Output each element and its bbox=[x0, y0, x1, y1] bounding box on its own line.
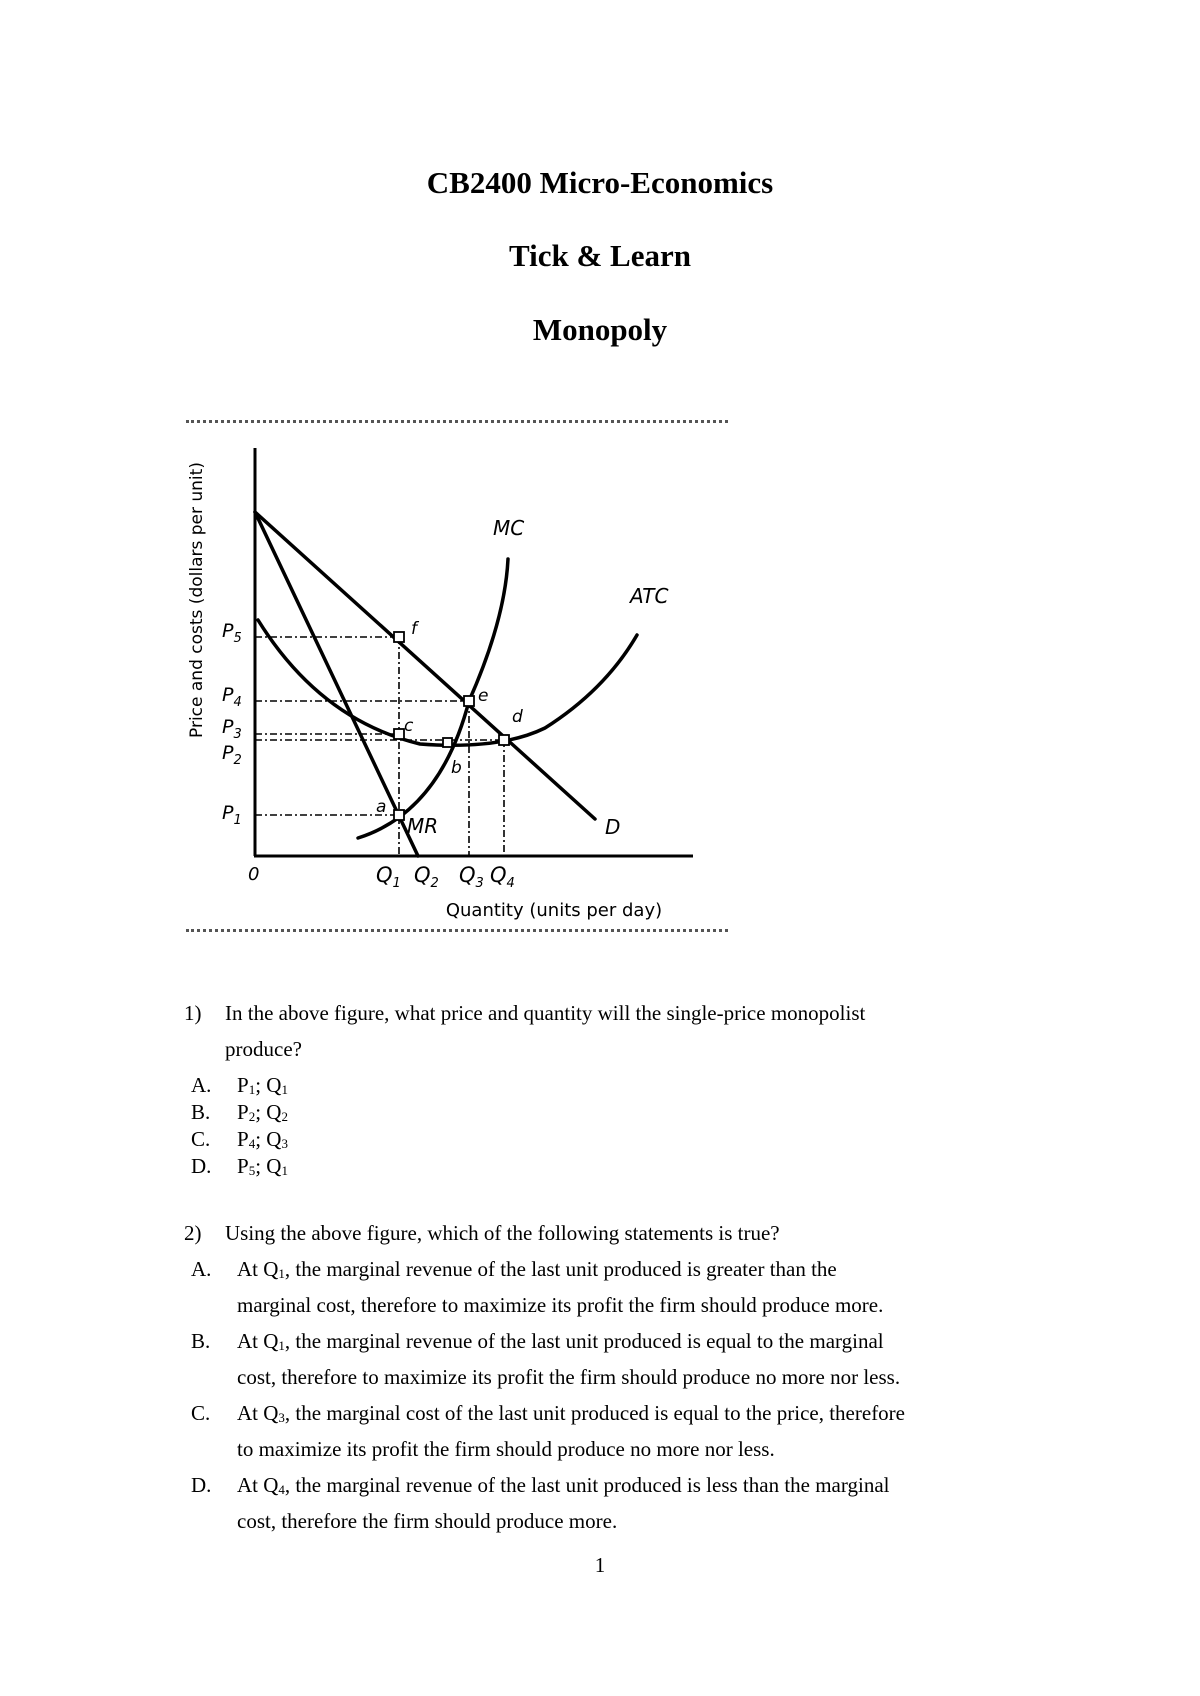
quantity-label-q3: $Q_3$ bbox=[459, 863, 484, 891]
option-text: marginal cost, therefore to maximize its profit the firm should produce more. bbox=[237, 1293, 884, 1317]
demand-curve bbox=[255, 512, 595, 819]
atc-label: ATC bbox=[630, 584, 669, 608]
option-letter: B. bbox=[191, 1100, 211, 1124]
point-a bbox=[394, 810, 404, 820]
top-divider bbox=[186, 420, 728, 423]
option-text: to maximize its profit the firm should produce no more nor less. bbox=[237, 1437, 775, 1461]
course-title: CB2400 Micro-Economics bbox=[426, 165, 774, 200]
quantity-label-q4: $Q_4$ bbox=[490, 863, 515, 891]
question-number: 1) bbox=[184, 1001, 202, 1025]
question-text: In the above figure, what price and quantity will the single-price monopolist bbox=[225, 1001, 866, 1025]
option-letter: D. bbox=[191, 1473, 212, 1497]
price-label-p1: $P_1$ bbox=[222, 802, 242, 828]
price-label-p5: $P_5$ bbox=[222, 620, 242, 646]
x-axis-label: Quantity (units per day) bbox=[445, 900, 663, 921]
origin-label: 0 bbox=[248, 864, 260, 885]
atc-curve bbox=[258, 620, 637, 745]
y-axis-label: Price and costs (dollars per unit) bbox=[187, 462, 207, 738]
price-label-p2: $P_2$ bbox=[222, 742, 242, 768]
point-label-b: b bbox=[451, 758, 462, 778]
point-c bbox=[394, 729, 404, 739]
point-label-f: f bbox=[411, 619, 417, 639]
option-text: At $Q_3$, the marginal cost of the last unit produced is equal to the price, therefore bbox=[237, 1401, 905, 1425]
option-text: $P_1$; $Q_1$ bbox=[237, 1073, 288, 1097]
mc-curve bbox=[358, 559, 508, 838]
chart-points bbox=[394, 632, 509, 820]
option-text: cost, therefore the firm should produce more. bbox=[237, 1509, 618, 1533]
point-label-a: a bbox=[376, 797, 387, 817]
mc-label: MC bbox=[493, 516, 525, 540]
bottom-divider bbox=[186, 929, 728, 932]
option-letter: D. bbox=[191, 1154, 212, 1178]
series-title: Tick & Learn bbox=[509, 238, 691, 273]
point-label-c: c bbox=[404, 716, 414, 736]
option-text: $P_5$; $Q_1$ bbox=[237, 1154, 288, 1178]
quantity-label-q2: $Q_2$ bbox=[414, 863, 439, 891]
quantity-label-q1: $Q_1$ bbox=[376, 863, 401, 891]
d-label: D bbox=[605, 815, 621, 839]
option-letter: A. bbox=[191, 1257, 212, 1281]
option-text: At $Q_1$, the marginal revenue of the last unit produced is greater than the bbox=[237, 1257, 837, 1281]
option-text: cost, therefore to maximize its profit the firm should produce no more nor less. bbox=[237, 1365, 901, 1389]
option-text: At $Q_4$, the marginal revenue of the last unit produced is less than the marginal bbox=[237, 1473, 890, 1497]
option-letter: B. bbox=[191, 1329, 211, 1353]
option-text: $P_2$; $Q_2$ bbox=[237, 1100, 288, 1124]
point-d bbox=[499, 735, 509, 745]
point-f bbox=[394, 632, 404, 642]
question-text: Using the above figure, which of the following statements is true? bbox=[225, 1221, 780, 1245]
option-letter: A. bbox=[191, 1073, 212, 1097]
option-letter: C. bbox=[191, 1401, 211, 1425]
point-b bbox=[443, 738, 452, 747]
topic-title: Monopoly bbox=[532, 312, 668, 347]
question-text: produce? bbox=[225, 1037, 302, 1061]
point-e bbox=[464, 696, 474, 706]
option-letter: C. bbox=[191, 1127, 211, 1151]
option-text: At $Q_1$, the marginal revenue of the last unit produced is equal to the marginal bbox=[237, 1329, 884, 1353]
marginal-revenue-curve bbox=[255, 512, 418, 856]
guide-lines bbox=[255, 637, 504, 856]
mr-label: MR bbox=[407, 814, 439, 838]
option-text: $P_4$; $Q_3$ bbox=[237, 1127, 288, 1151]
price-label-p4: $P_4$ bbox=[222, 684, 242, 710]
price-label-p3: $P_3$ bbox=[222, 716, 242, 742]
point-label-d: d bbox=[512, 707, 523, 727]
question-number: 2) bbox=[184, 1221, 202, 1245]
page-number: 1 bbox=[594, 1553, 606, 1577]
point-label-e: e bbox=[478, 686, 489, 706]
